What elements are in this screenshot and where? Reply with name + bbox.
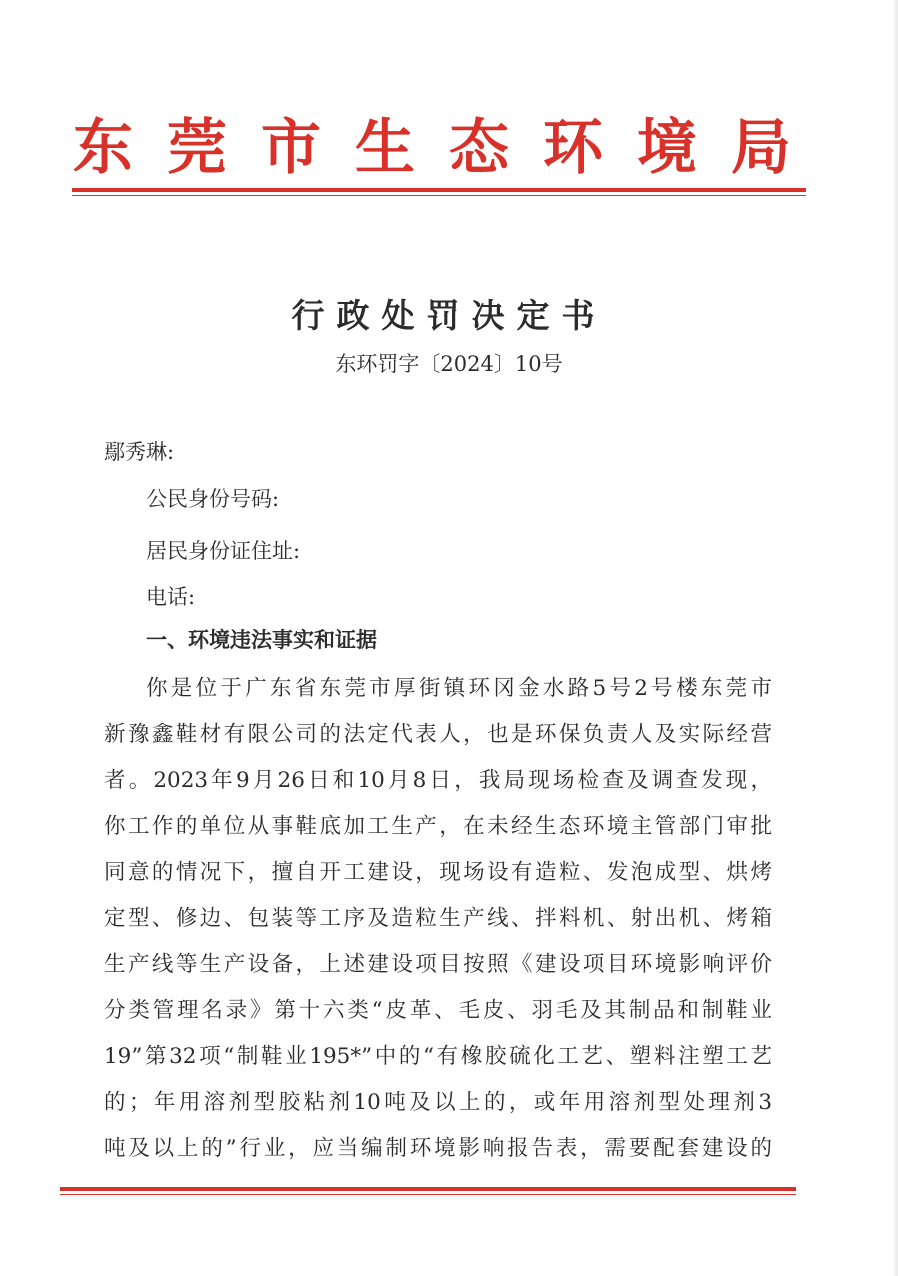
body-line: 吨及以上的”行业，应当编制环境影响报告表，需要配套建设的 [104, 1136, 772, 1161]
phone-label: 电话: [146, 585, 196, 609]
document-title: 行政处罚决定书 [291, 296, 607, 335]
body-line: 定型、修边、包装等工序及造粒生产线、拌料机、射出机、烤箱 [104, 906, 772, 931]
id-number-label: 公民身份号码: [146, 487, 280, 511]
body-line: 新豫鑫鞋材有限公司的法定代表人，也是环保负责人及实际经营 [104, 722, 772, 747]
letterhead-thick-rule [72, 188, 806, 192]
body-line: 的；年用溶剂型胶粘剂10吨及以上的，或年用溶剂型处理剂3 [104, 1090, 772, 1115]
body-line: 你工作的单位从事鞋底加工生产，在未经生态环境主管部门审批 [104, 814, 772, 839]
recipient-name: 鄢秀琳: [104, 440, 175, 464]
body-line: 者。2023年9月26日和10月8日，我局现场检查及调查发现， [104, 768, 772, 793]
section-heading: 一、环境违法事实和证据 [146, 628, 377, 652]
letterhead-agency-name: 东莞市生态环境局 [73, 113, 825, 183]
footer-thick-rule [60, 1187, 796, 1191]
body-line: 你是位于广东省东莞市厚街镇环冈金水路5号2号楼东莞市 [146, 676, 772, 701]
address-label: 居民身份证住址: [146, 539, 301, 563]
body-line: 生产线等生产设备，上述建设项目按照《建设项目环境影响评价 [104, 952, 772, 977]
page-edge-shadow [892, 0, 898, 1276]
section-body [104, 666, 772, 1172]
body-line: 同意的情况下，擅自开工建设，现场设有造粒、发泡成型、烘烤 [104, 860, 772, 885]
body-line: 19”第32项“制鞋业195*”中的“有橡胶硫化工艺、塑料注塑工艺 [104, 1044, 772, 1069]
document-number: 东环罚字〔2024〕10号 [335, 352, 563, 376]
body-line: 分类管理名录》第十六类“皮革、毛皮、羽毛及其制品和制鞋业 [104, 998, 772, 1023]
letterhead-thin-rule [72, 195, 806, 196]
footer-thin-rule [60, 1194, 796, 1195]
